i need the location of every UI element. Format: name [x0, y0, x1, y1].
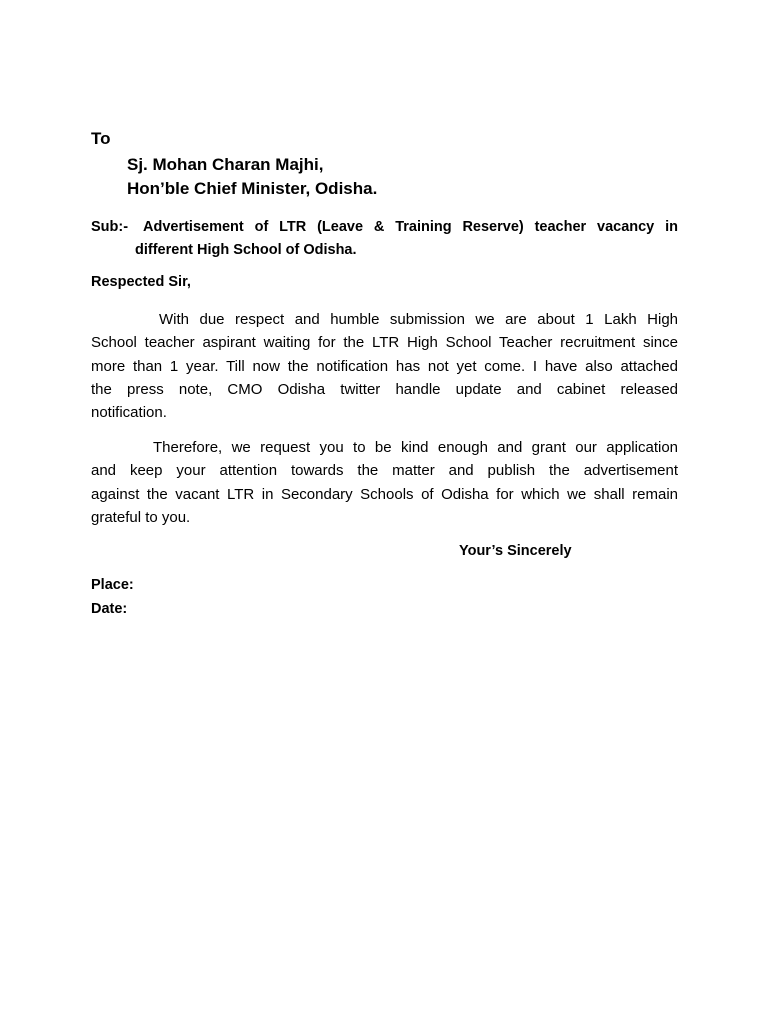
- paragraph-line: against the vacant LTR in Secondary Schools of Odisha for which we shall remain: [91, 485, 678, 503]
- place-label: Place:: [91, 577, 134, 593]
- recipient-name: Sj. Mohan Charan Majhi,: [127, 155, 324, 174]
- date-label: Date:: [91, 601, 128, 617]
- paragraph-line: With due respect and humble submission we are about 1 Lakh High: [159, 311, 678, 328]
- subject-label: Sub:-: [91, 219, 129, 235]
- paragraph-line: more than 1 year. Till now the notification has not yet come. I have also attached: [91, 357, 678, 375]
- to-label: To: [91, 129, 111, 148]
- paragraph-line: the press note, CMO Odisha twitter handle update and cabinet released: [91, 380, 678, 398]
- salutation: Respected Sir,: [91, 274, 191, 290]
- subject-line: different High School of Odisha.: [135, 242, 357, 258]
- paragraph-line: Therefore, we request you to be kind enough and grant our application: [153, 439, 678, 456]
- paragraph-line: grateful to you.: [91, 508, 191, 526]
- recipient-title: Hon’ble Chief Minister, Odisha.: [127, 179, 378, 198]
- paragraph-line: notification.: [91, 404, 167, 422]
- body-paragraph-1: [91, 308, 678, 424]
- paragraph-line: School teacher aspirant waiting for the LTR High School Teacher recruitment since: [91, 334, 678, 352]
- closing: Your’s Sincerely: [459, 543, 572, 559]
- subject-line: Advertisement of LTR (Leave & Training Reserve) teacher vacancy in: [143, 219, 678, 235]
- body-paragraph-2: [91, 436, 678, 529]
- paragraph-line: and keep your attention towards the matter and publish the advertisement: [91, 462, 678, 480]
